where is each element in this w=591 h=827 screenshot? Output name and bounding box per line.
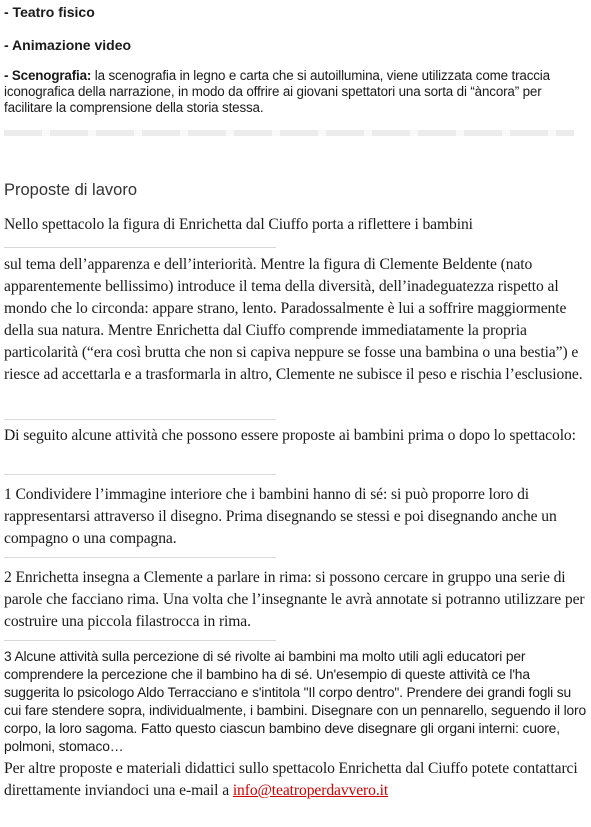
activity-2-paragraph: 2 Enrichetta insegna a Clemente a parlare in rima: si possono cercare in gruppo una serie di parole che facciano rima. Una volta che l’insegnante le avrà annotate si potranno utilizzare per costruire una piccola filastrocca in rima. [4, 569, 585, 630]
divider [4, 640, 276, 641]
contact-email-link[interactable]: info@teatroperdavvero.it [232, 782, 389, 799]
intro-line: Nello spettacolo la figura di Enrichetta dal Ciuffo porta a riflettere i bambini [4, 216, 473, 233]
contact-paragraph [4, 758, 588, 802]
activities-intro-paragraph: Di seguito alcune attività che possono essere proposte ai bambini prima o dopo lo spettacolo: [4, 427, 576, 444]
divider [4, 557, 276, 558]
list-item-animazione-video: - Animazione video [4, 37, 132, 53]
scenografia-paragraph [4, 68, 587, 116]
divider [4, 419, 276, 420]
scenografia-text: la scenografia in legno e carta che si autoillumina, viene utilizzata come traccia iconografica della narrazione, in modo da offrire ai giovani spettatori una sorta di “àncora” per facilitare la comprensione della storia stessa. [4, 68, 550, 115]
faded-text-line [4, 130, 574, 136]
section-heading: Proposte di lavoro [4, 181, 137, 199]
activity-1-paragraph: 1 Condividere l’immagine interiore che i bambini hanno di sé: si può proporre loro di rappresentarsi attraverso il disegno. Prima disegnando se stessi e poi disegnando anche un compagno o una compagna. [4, 486, 557, 547]
list-item-teatro-fisico: - Teatro fisico [4, 4, 95, 20]
activity-3-paragraph: 3 Alcune attività sulla percezione di sé rivolte ai bambini ma molto utili agli educatori per comprendere la percezione che il bambino ha di sé. Un'esempio di queste attività ce l'ha suggerita lo psicologo Aldo Terracciano e s'intitola "Il corpo dentro". Prendere dei grandi fogli su cui fare stendere sopra, individualmente, i bambini. Disegnare con un pennarello, seguendo il loro corpo, la loro sagoma. Fatto questo ciascun bambino deve disegnare gli organi interni: cuore, polmoni, stomaco… [4, 649, 586, 754]
divider [4, 474, 276, 475]
scenografia-label: - Scenografia: [4, 68, 92, 83]
divider [4, 247, 276, 248]
intro-body-paragraph: sul tema dell’apparenza e dell’interiorità. Mentre la figura di Clemente Beldente (nato apparentemente bellissimo) introduce il tema della diversità, dell’inadeguatezza rispetto al mondo che lo circonda: appare strano, lento. Paradossalmente è lui a soffrire maggiormente della sua natura. Mentre Enrichetta dal Ciuffo comprende immediatamente la propria particolarità (“era così brutta che non si capiva neppure se fosse una bambina o una bestia”) e riesce ad accettarla e a trasformarla in altro, Clemente ne subisce il peso e rischia l’esclusione. [4, 256, 583, 383]
contact-text: Per altre proposte e materiali didattici sullo spettacolo Enrichetta dal Ciuffo potete contattarci direttamente inviandoci una e-mail a [4, 760, 578, 799]
